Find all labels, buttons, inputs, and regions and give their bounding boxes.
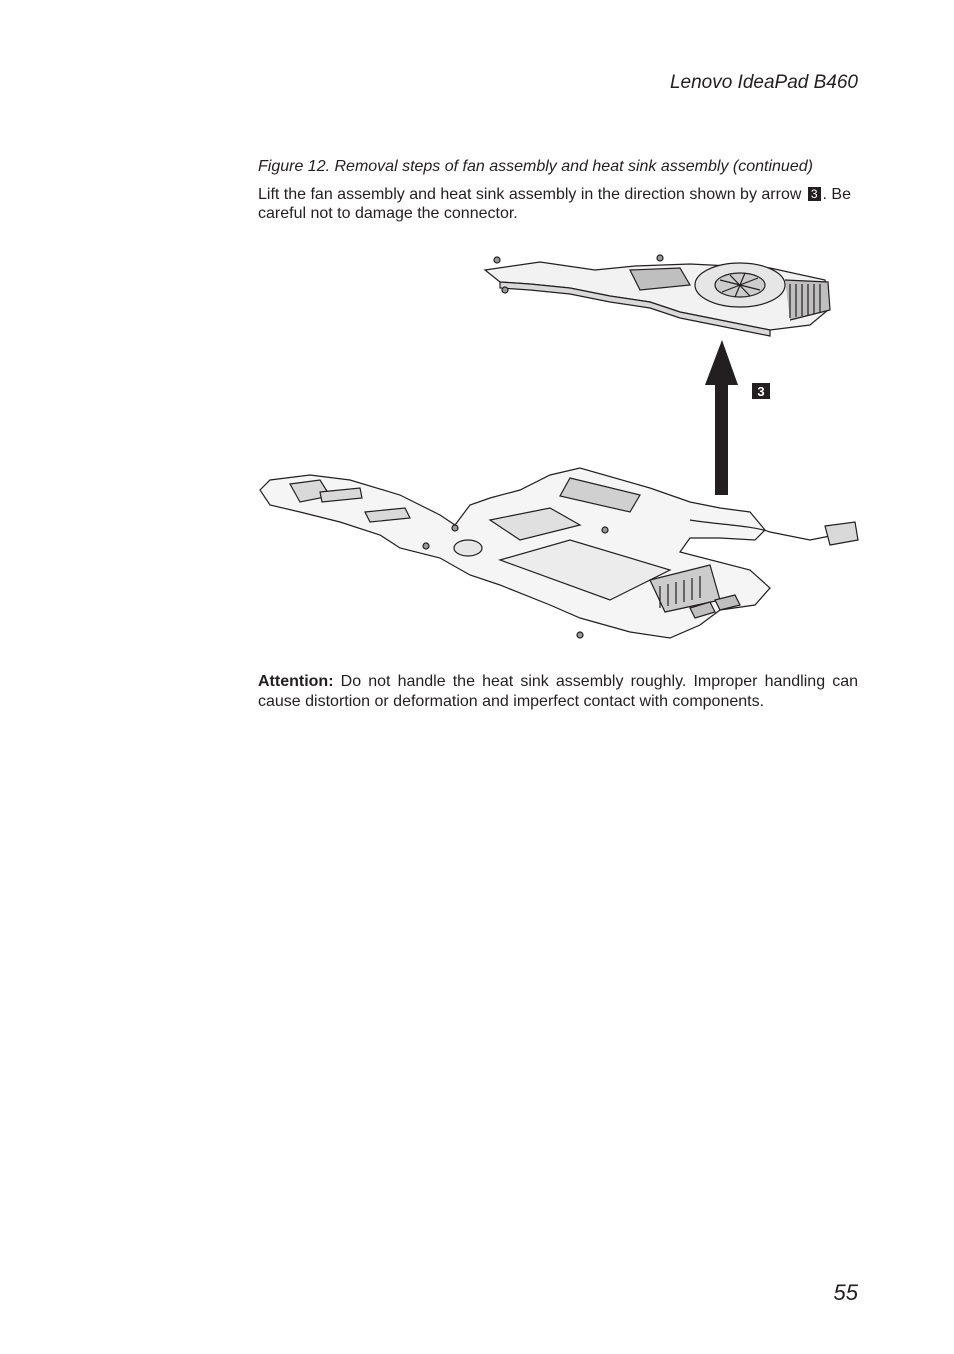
page-number: 55 (833, 1280, 858, 1305)
instruction-text (258, 185, 858, 223)
figure-caption: Figure 12. Removal steps of fan assembly and heat sink assembly (continued) (258, 158, 813, 175)
document-header-title: Lenovo IdeaPad B460 (669, 72, 858, 93)
system-board (260, 468, 858, 638)
lift-arrow (705, 340, 738, 495)
removal-illustration (250, 240, 865, 660)
instruction-before: Lift the fan assembly and heat sink assembly in the direction shown by arrow (258, 186, 802, 203)
arrow-step-label: 3 (757, 384, 765, 399)
attention-note (258, 672, 858, 712)
attention-text: Do not handle the heat sink assembly roughly. Improper handling can cause distortion or deformation and imperfect contact with components. (258, 673, 858, 710)
instruction-after: . Be careful not to damage the connector. (258, 186, 851, 222)
heat-sink-fan-assembly (485, 255, 830, 336)
attention-label: Attention: (258, 673, 334, 690)
step-badge: 3 (808, 187, 821, 201)
